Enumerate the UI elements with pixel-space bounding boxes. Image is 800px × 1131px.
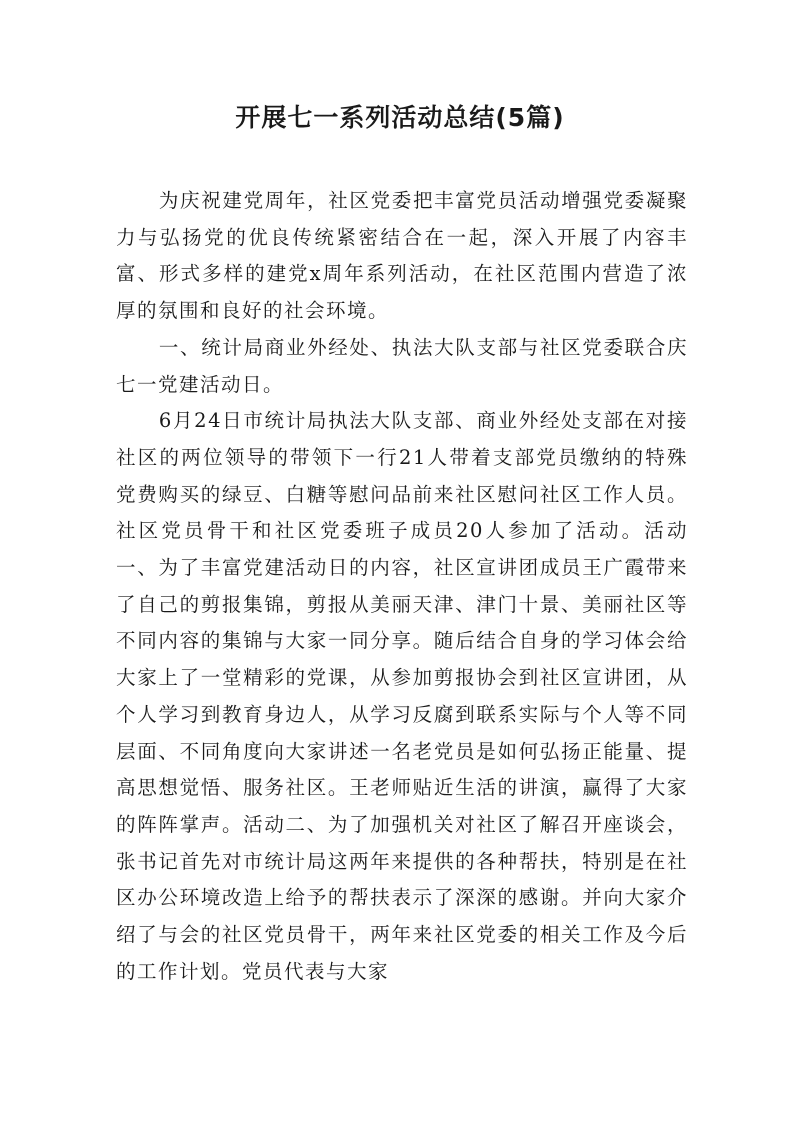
document-body: [116, 183, 688, 990]
paragraph-activity-details: 6月24日市统计局执法大队支部、商业外经处支部在对接社区的两位领导的带领下一行21人带着支部党员缴纳的特殊党费购买的绿豆、白糖等慰问品前来社区慰问社区工作人员。社区党员骨干和社区党委班子成员20人参加了活动。活动一、为了丰富党建活动日的内容，社区宣讲团成员王广霞带来了自己的剪报集锦，剪报从美丽天津、津门十景、美丽社区等不同内容的集锦与大家一同分享。随后结合自身的学习体会给大家上了一堂精彩的党课，从参加剪报协会到社区宣讲团，从个人学习到教育身边人，从学习反腐到联系实际与个人等不同层面、不同角度向大家讲述一名老党员是如何弘扬正能量、提高思想觉悟、服务社区。王老师贴近生活的讲演，赢得了大家的阵阵掌声。活动二、为了加强机关对社区了解召开座谈会，张书记首先对市统计局这两年来提供的各种帮扶，特别是在社区办公环境改造上给予的帮扶表示了深深的感谢。并向大家介绍了与会的社区党员骨干，两年来社区党委的相关工作及今后的工作计划。党员代表与大家: [116, 409, 688, 983]
paragraph-intro: 为庆祝建党周年，社区党委把丰富党员活动增强党委凝聚力与弘扬党的优良传统紧密结合在一起，深入开展了内容丰富、形式多样的建党x周年系列活动，在社区范围内营造了浓厚的氛围和良好的社会环境。: [116, 189, 688, 323]
paragraph-section-heading: 一、统计局商业外经处、执法大队支部与社区党委联合庆七一党建活动日。: [116, 335, 688, 396]
document-title: 开展七一系列活动总结(5篇): [235, 103, 565, 132]
